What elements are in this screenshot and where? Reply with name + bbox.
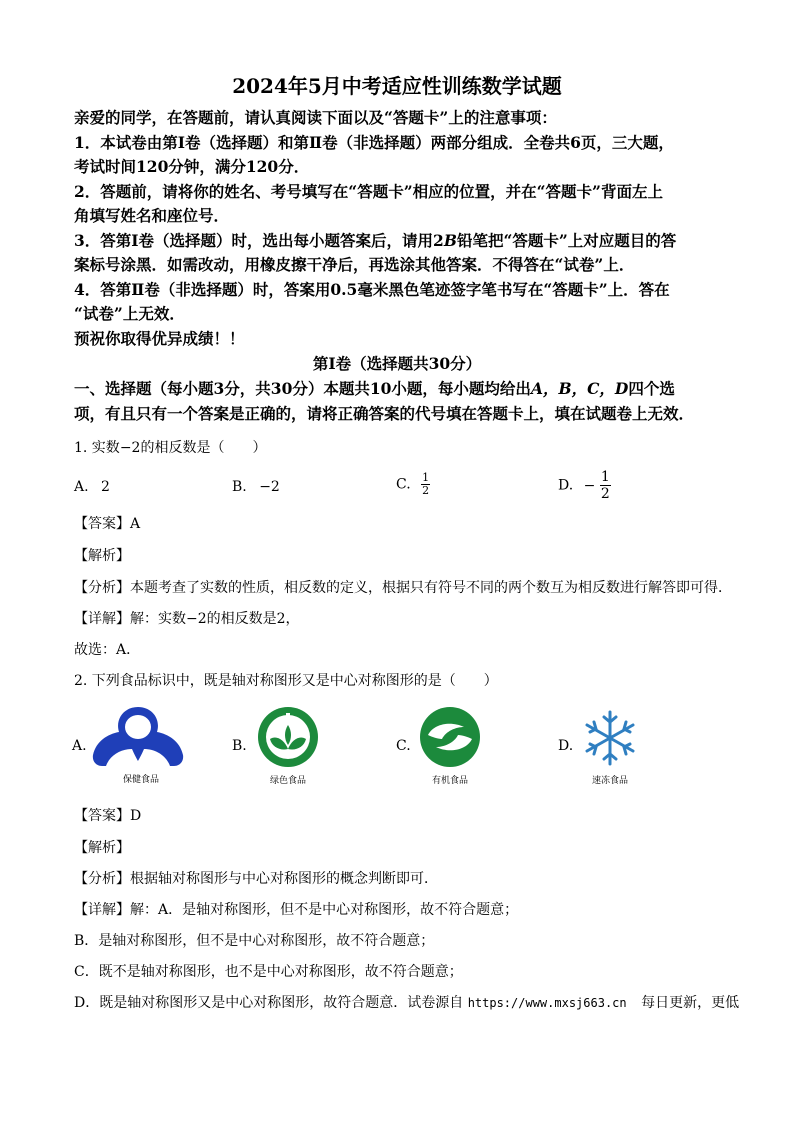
section-desc-line-1 [74, 377, 675, 399]
section-desc-line-2: 项，有且只有一个答案是正确的，请将正确答案的代号填在答题卡上，填在试题卷上无效． [74, 404, 695, 423]
q1-option-d [558, 469, 611, 502]
notice-item-3-post: 铅笔把“答题卡”上对应题目的答 [456, 231, 677, 250]
q2-option-b-label: B. [232, 738, 247, 754]
q1-option-c-label: C. [396, 476, 411, 493]
q2-detail-c: C．既不是轴对称图形，也不是中心对称图形，故不符合题意； [74, 964, 463, 980]
q1-option-b [232, 479, 280, 495]
q1-option-c-numerator: 1 [422, 471, 430, 484]
section-desc-pre: 一、选择题（每小题3分，共30分）本题共10小题，每小题均给出 [74, 379, 531, 398]
notice-item-3-line-2: 案标号涂黑．如需改动，用橡皮擦干净后，再选涂其他答案．不得答在“试卷”上． [74, 255, 635, 274]
q1-option-d-label: D. [558, 477, 574, 494]
q1-analysis-tag: 【解析】 [74, 548, 130, 564]
q2-option-c-label: C. [396, 738, 411, 754]
q2-detail-d-text: D．既是轴对称图形又是中心对称图形，故符合题意．试卷源自 [74, 995, 464, 1011]
q1-detail [74, 608, 300, 628]
q1-option-d-fraction [600, 469, 611, 502]
q2-fenxi [74, 868, 438, 888]
q1-stem [74, 437, 266, 457]
section-heading: 第Ⅰ卷（选择题共30分） [312, 354, 482, 373]
q2-option-a-label: A. [72, 738, 87, 754]
q1-answer-value: A [130, 516, 141, 532]
q2-detail-a-text: 解：A．是轴对称图形，但不是中心对称图形，故不符合题意； [130, 902, 519, 918]
q1-option-d-sign: − [583, 477, 596, 494]
q1-choose: 故选：A． [74, 642, 141, 658]
q1-option-c [396, 472, 430, 497]
q1-option-b-value: −2 [259, 479, 280, 495]
section-desc-post: 四个选 [628, 379, 675, 398]
notice-wish: 预祝你取得优异成绩！！ [74, 329, 245, 348]
q1-option-a [74, 479, 110, 495]
notice-item-2-line-1: 2．答题前，请将你的姓名、考号填写在“答题卡”相应的位置，并在“答题卡”背面左上 [74, 182, 663, 201]
q1-stem-post: 的相反数是（ ） [140, 440, 267, 456]
health-food-logo-inner [125, 715, 151, 739]
q2-option-d-caption: 速冻食品 [591, 776, 628, 786]
q2-detail-a [74, 899, 518, 919]
health-food-logo-icon [88, 703, 188, 773]
q1-option-b-label: B. [232, 479, 247, 495]
q1-detail-tag: 【详解】 [74, 611, 130, 627]
q1-detail-text: 解：实数−2的相反数是2， [130, 611, 300, 627]
q1-fenxi [74, 577, 732, 597]
notice-item-3-pre: 3．答第Ⅰ卷（选择题）时，选出每小题答案后，请用2 [74, 231, 444, 250]
notice-item-3-line-1 [74, 229, 676, 251]
organic-food-logo-icon [418, 705, 482, 769]
q1-stem-pre: 1. 实数 [74, 440, 120, 456]
q2-answer-tag: 【答案】 [74, 808, 130, 824]
q1-option-d-denominator: 2 [600, 486, 610, 502]
q2-detail-d [74, 992, 739, 1012]
q1-option-a-value: 2 [101, 479, 110, 495]
q2-fenxi-tag: 【分析】 [74, 871, 130, 887]
q2-analysis-tag: 【解析】 [74, 840, 130, 856]
q2-detail-d-tail: 每日更新，更低 [641, 995, 740, 1011]
q1-option-d-numerator: 1 [600, 469, 610, 485]
q1-option-c-fraction [421, 472, 430, 497]
q1-fenxi-text: 本题考查了实数的性质，相反数的定义，根据只有符号不同的两个数互为相反数进行解答即可得． [130, 580, 732, 596]
notice-item-2-line-2: 角填写姓名和座位号． [74, 206, 230, 225]
notice-intro: 亲爱的同学，在答题前，请认真阅读下面以及“答题卡”上的注意事项： [74, 108, 557, 127]
section-desc-letters: A，B，C，D [530, 379, 629, 398]
q1-answer-tag: 【答案】 [74, 516, 130, 532]
q2-option-a-caption: 保健食品 [122, 775, 159, 785]
q2-detail-b: B．是轴对称图形，但不是中心对称图形，故不符合题意； [74, 933, 435, 949]
q2-fenxi-text: 根据轴对称图形与中心对称图形的概念判断即可． [130, 871, 438, 887]
notice-item-1-line-1: 1．本试卷由第Ⅰ卷（选择题）和第Ⅱ卷（非选择题）两部分组成．全卷共6页，三大题， [74, 133, 674, 152]
q1-option-c-denominator: 2 [422, 484, 430, 497]
notice-item-4-line-2: “试卷”上无效． [74, 304, 185, 323]
q1-answer [74, 513, 140, 533]
green-food-logo-icon [256, 705, 320, 769]
q1-option-a-label: A. [74, 479, 89, 495]
q2-answer [74, 805, 141, 825]
source-link[interactable]: https://www.mxsj663.cn [467, 996, 627, 1010]
notice-item-3-pencil: B [443, 231, 457, 250]
q2-option-b-caption: 绿色食品 [269, 776, 306, 786]
snowflake-icon [582, 708, 638, 768]
q2-option-d-label: D. [558, 738, 574, 754]
q1-fenxi-tag: 【分析】 [74, 580, 130, 596]
notice-item-4-line-1: 4．答第Ⅱ卷（非选择题）时，答案用0.5毫米黑色笔迹签字笔书写在“答题卡”上．答在 [74, 280, 670, 299]
notice-item-1-line-2: 考试时间120分钟，满分120分． [74, 157, 310, 176]
q2-option-c-caption: 有机食品 [431, 776, 468, 786]
q2-stem: 2. 下列食品标识中，既是轴对称图形又是中心对称图形的是（ ） [74, 673, 498, 689]
page-title: 2024年5月中考适应性训练数学试题 [232, 74, 562, 98]
q1-stem-number: −2 [119, 440, 141, 456]
q2-detail-tag: 【详解】 [74, 902, 130, 918]
q2-answer-value: D [130, 808, 142, 824]
